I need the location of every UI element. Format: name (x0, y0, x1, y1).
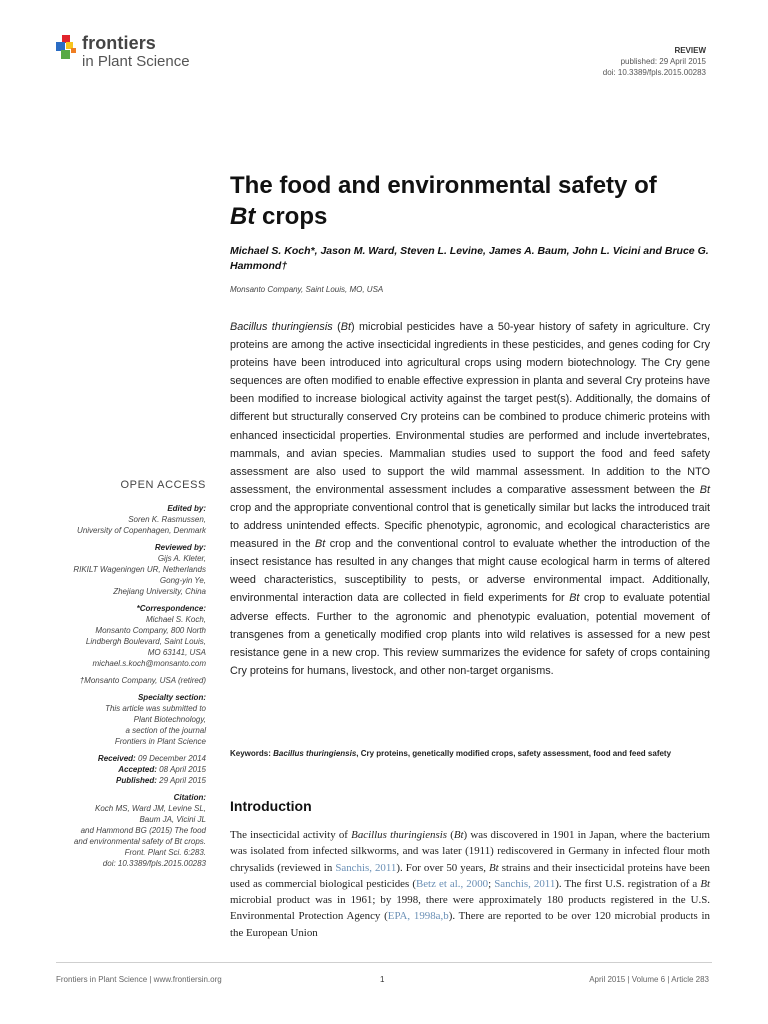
section-heading-introduction: Introduction (230, 798, 312, 814)
reviewed-by: Reviewed by: Gijs A. Kleter, RIKILT Wageningen UR, Netherlands Gong-yin Ye, Zhejiang University, China (73, 543, 206, 596)
journal-logo[interactable] (56, 34, 190, 69)
abstract: Bacillus thuringiensis (Bt) microbial pesticides have a 50-year history of safety in agriculture. Cry proteins are among the active insecticidal ingredients in these pesticides, and genes coding for Cry proteins have been introduced into agricultural crops using modern biotechnology. The Cry gene sequences are often modified to enable effective expression in planta and several Cry proteins have been modified to increase biological activity against the target pest(s). Additionally, the domains of different but structurally conserved Cry proteins can be combined to produce chimeric proteins with enhanced insecticidal properties. Environmental studies are performed and include invertebrates, mammals, and avian species. Mammalian studies used to support the food and feed safety assessment are also used to support the wild mammal assessment. In addition to the NTO assessment, the environmental assessment includes a comparative assessment between the Bt crop and the appropriate conventional control that is genetically similar but lacks the introduced trait to address unintended effects. Specific phenotypic, agronomic, and ecological characteristics are measured in the Bt crop and the conventional control to evaluate whether the introduction of the insect resistance has resulted in any changes that might cause ecological harm in terms of altered weed characteristics, susceptibility to pests, or adverse environmental impact. Additionally, environmental interaction data are collected in field experiments for Bt crop to evaluate potential adverse effects. Further to the agronomic and phenotypic evaluation, potential movement of transgenes from a genetically modified crop plants into wild relatives is assessed for a new pest resistance gene in a new crop. This review summarizes the evidence for safety of crops containing Cry proteins for humans, livestock, and other non-target organisms. (230, 321, 711, 677)
footer-journal-link[interactable]: Frontiers in Plant Science | www.frontiersin.org (56, 975, 222, 984)
article-dates: Received: 09 December 2014 Accepted: 08 April 2015 Published: 29 April 2015 (97, 754, 206, 785)
open-access-label: OPEN ACCESS (120, 479, 206, 491)
author-list: Michael S. Koch*, Jason M. Ward, Steven L. Levine, James A. Baum, John L. Vicini and Bruce G. Hammond† (230, 245, 709, 272)
correspondence: *Correspondence: Michael S. Koch, Monsanto Company, 800 North Lindbergh Boulevard, Saint Louis, MO 63141, USA michael.s.koch@monsanto.com (31, 603, 206, 669)
page-number: 1 (380, 975, 385, 984)
article-info-sidebar (31, 503, 206, 875)
footer-divider (56, 962, 712, 963)
edited-by: Edited by: Soren K. Rasmussen, University of Copenhagen, Denmark (77, 504, 206, 535)
article-type: REVIEW (674, 46, 706, 55)
keywords: Keywords: Bacillus thuringiensis, Cry proteins, genetically modified crops, safety assessment, food and feed safety (230, 749, 672, 758)
specialty-section: Specialty section: This article was submitted to Plant Biotechnology, a section of the journal Frontiers in Plant Science (105, 693, 206, 746)
published-date: published: 29 April 2015 (620, 57, 706, 66)
citation: Citation: Koch MS, Ward JM, Levine SL, Baum JA, Vicini JL and Hammond BG (2015) The food and environmental safety of Bt crops. Front. Plant Sci. 6:283. doi: 10.3389/fpls.2015.00283 (73, 793, 206, 868)
journal-brand: frontiers (82, 33, 156, 53)
citation-link[interactable]: EPA, 1998a,b (387, 910, 449, 923)
citation-link[interactable]: Sanchis, 2011 (335, 861, 397, 874)
introduction-paragraph: The insecticidal activity of Bacillus thuringiensis (Bt) was discovered in 1901 in Japan, where the bacterium was isolated from infected silkworms, and was later (1911) rediscovered in Germany in infected flour moth chrysalids (reviewed in Sanchis, 2011). For over 50 years, Bt strains and their insecticidal proteins have been used as commercial biological pesticides (Betz et al., 2000; Sanchis, 2011). The first U.S. registration of a Bt microbial product was in 1961; by 1998, there were approximately 180 products registered in the U.S. Environmental Protection Agency (EPA, 1998a,b). There are reported to be over 120 microbial products in the European Union (230, 829, 711, 939)
article-title: The food and environmental safety of Bt crops (230, 172, 657, 230)
citation-link[interactable]: Betz et al., 2000 (415, 877, 489, 890)
citation-link[interactable]: Sanchis, 2011 (494, 877, 556, 890)
article-doi[interactable]: doi: 10.3389/fpls.2015.00283 (602, 68, 706, 77)
journal-name: in Plant Science (82, 53, 190, 70)
footer-issue-info: April 2015 | Volume 6 | Article 283 (589, 975, 709, 984)
retired-note: †Monsanto Company, USA (retired) (79, 676, 206, 685)
correspondence-email[interactable]: michael.s.koch@monsanto.com (92, 659, 206, 668)
frontiers-logo-icon (56, 35, 78, 61)
affiliation: Monsanto Company, Saint Louis, MO, USA (230, 285, 384, 294)
article-meta (603, 45, 706, 78)
